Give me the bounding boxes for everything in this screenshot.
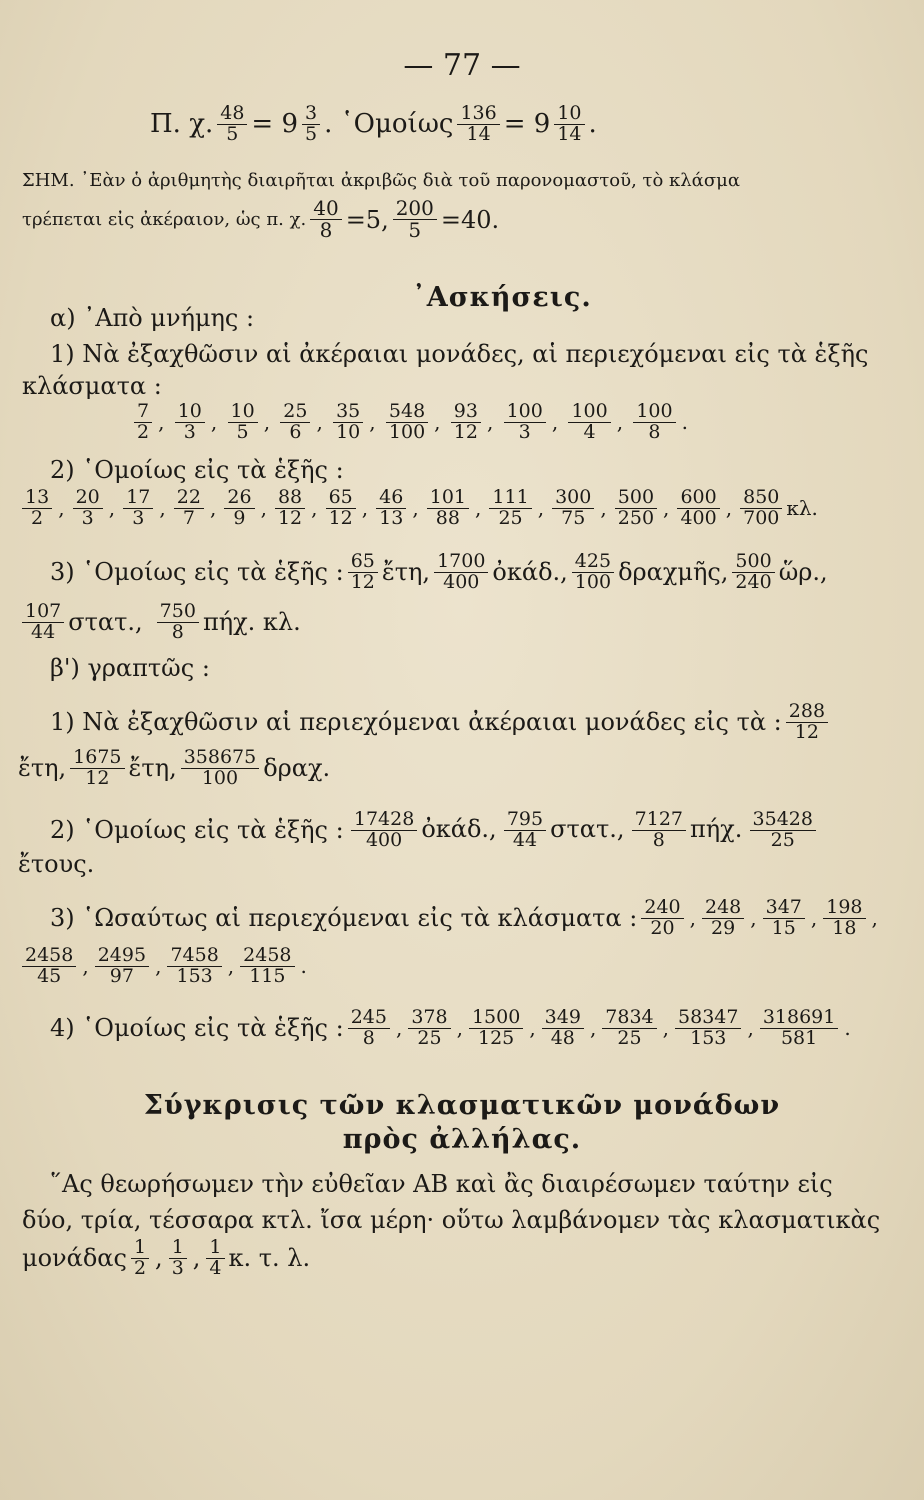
separator: , — [589, 1016, 597, 1041]
separator: , — [58, 496, 65, 521]
fraction: $\frac{20}{3}$ — [73, 488, 103, 529]
fraction: $\frac{46}{13}$ — [376, 488, 406, 529]
page-number: — 77 — — [403, 48, 521, 83]
fraction: $\frac{25}{6}$ — [280, 402, 310, 443]
separator: , — [434, 410, 441, 435]
exercise-a3-line2 — [18, 602, 301, 643]
unit-text: πήχ. — [690, 814, 743, 843]
equals-text: =40. — [440, 205, 500, 234]
exercise-b2-line1 — [50, 810, 820, 851]
fraction: $\frac{850}{700}$ — [740, 488, 782, 529]
exercise-a3-line1 — [50, 552, 828, 593]
fraction: $\frac{22}{7}$ — [174, 488, 204, 529]
fraction: $\frac{248}{29}$ — [702, 898, 744, 939]
b1-lead: 1) Νὰ ἐξαχθῶσιν αἱ περιεχόμεναι ἀκέραιαι μονάδες εἰς τὰ : — [50, 708, 782, 737]
fraction: $\frac{500}{250}$ — [615, 488, 657, 529]
fraction: $\frac{10}{3}$ — [175, 402, 205, 443]
section-a-heading: α) ᾿Απὸ μνήμης : — [50, 304, 255, 332]
separator: , — [263, 410, 271, 435]
fraction: $\frac{750}{8}$ — [157, 602, 199, 643]
unit-text: ὥρ., — [778, 558, 828, 587]
fraction: $\frac{111}{25}$ — [489, 488, 531, 529]
fraction: $\frac{7458}{153}$ — [167, 946, 221, 987]
unit-text: ὀκάδ., — [492, 558, 568, 587]
separator: , — [537, 496, 545, 521]
fraction: $\frac{240}{20}$ — [641, 898, 683, 939]
exercise-a1-line1: 1) Νὰ ἐξαχθῶσιν αἱ ἀκέραιαι μονάδες, αἱ περιεχόμεναι εἰς τὰ ἑξῆς — [50, 340, 869, 368]
fraction: $\frac{1500}{125}$ — [469, 1008, 523, 1049]
separator: , — [551, 410, 559, 435]
fraction: $\frac{318691}{581}$ — [760, 1008, 839, 1049]
body-line-1: ῞Ας θεωρήσωμεν τὴν εὐθεῖαν ΑΒ καὶ ἂς διαιρέσωμεν ταύτην εἰς — [50, 1170, 833, 1198]
exercises-title: ᾿Ασκήσεις. — [412, 282, 592, 313]
separator: , — [316, 410, 323, 435]
separator: , — [209, 496, 217, 521]
fraction: $\frac{101}{88}$ — [427, 488, 469, 529]
body-line-2: δύο, τρία, τέσσαρα κτλ. ἴσα μέρη· οὕτω λαμβάνομεν τὰς κλασματικὰς — [22, 1206, 881, 1234]
fraction: $\frac{1}{2}$ — [131, 1238, 149, 1279]
a2-fraction-list — [18, 488, 818, 529]
fraction: $\frac{58347}{153}$ — [675, 1008, 741, 1049]
separator: , — [159, 496, 166, 521]
fraction: $\frac{10}{14}$ — [554, 104, 584, 145]
b3-lead: 3) ῾Ωσαύτως αἱ περιεχόμεναι εἰς τὰ κλάσματα : — [50, 904, 638, 933]
equals-text: = 9 — [503, 109, 551, 140]
equals-text: =5, — [345, 205, 389, 234]
fraction: $\frac{100}{8}$ — [633, 402, 675, 443]
fraction: $\frac{7834}{25}$ — [602, 1008, 656, 1049]
note-line-1: ΣΗΜ. ᾿Εὰν ὁ ἀριθμητὴς διαιρῆται ἀκριβῶς διὰ τοῦ παρονομαστοῦ, τὸ κλάσμα — [22, 170, 740, 191]
fraction: $\frac{13}{2}$ — [22, 488, 52, 529]
example-line — [150, 104, 597, 145]
fraction: $\frac{1700}{400}$ — [434, 552, 488, 593]
separator: , — [395, 1016, 403, 1041]
b4-lead: 4) ῾Ομοίως εἰς τὰ ἑξῆς : — [50, 1014, 344, 1043]
etc-text: κ. τ. λ. — [228, 1244, 311, 1273]
separator: . — [300, 954, 307, 979]
separator: , — [412, 496, 419, 521]
separator: , — [311, 496, 318, 521]
a3-lead: 3) ῾Ομοίως εἰς τὰ ἑξῆς : — [50, 558, 344, 587]
separator: , — [82, 954, 89, 979]
separator: , — [260, 496, 267, 521]
fraction: $\frac{2495}{97}$ — [95, 946, 149, 987]
b2-lead: 2) ῾Ομοίως εἰς τὰ ἑξῆς : — [50, 816, 344, 845]
separator: , — [158, 410, 165, 435]
fraction: $\frac{1675}{12}$ — [70, 748, 124, 789]
fraction: $\frac{65}{12}$ — [326, 488, 356, 529]
fraction: $\frac{48}{5}$ — [217, 104, 247, 145]
separator: , — [475, 496, 482, 521]
unit-text: δραχμῆς, — [618, 558, 729, 587]
exercise-b2-line2: ἔτους. — [18, 850, 95, 878]
body-lead: μονάδας — [22, 1244, 127, 1273]
equals-text: = 9 — [251, 109, 299, 140]
section-title-line2: πρὸς ἀλλήλας. — [342, 1124, 582, 1155]
separator: , — [210, 410, 218, 435]
fraction: $\frac{3}{5}$ — [302, 104, 320, 145]
unit-text: ὀκάδ., — [421, 814, 497, 843]
fraction: $\frac{17428}{400}$ — [351, 810, 417, 851]
fraction: $\frac{378}{25}$ — [408, 1008, 450, 1049]
fraction: $\frac{88}{12}$ — [275, 488, 305, 529]
separator: , — [155, 954, 162, 979]
exercise-b4-line — [50, 1008, 853, 1049]
unit-text: ἔτη, — [18, 754, 67, 783]
unit-text: ἔτη, — [381, 558, 431, 587]
fraction: $\frac{65}{12}$ — [348, 552, 378, 593]
fraction: $\frac{100}{4}$ — [568, 402, 610, 443]
unit-text: στατ., — [550, 814, 625, 843]
fraction: $\frac{2458}{115}$ — [240, 946, 294, 987]
etc-text: κλ. — [786, 496, 818, 521]
fraction: $\frac{795}{44}$ — [504, 810, 546, 851]
separator: , — [456, 1016, 463, 1041]
fraction: $\frac{200}{5}$ — [393, 198, 437, 241]
unit-text: δραχ. — [263, 754, 331, 783]
separator: . — [844, 1016, 851, 1041]
separator: , — [361, 496, 369, 521]
fraction: $\frac{107}{44}$ — [22, 602, 64, 643]
fraction: $\frac{2458}{45}$ — [22, 946, 76, 987]
fraction: $\frac{17}{3}$ — [123, 488, 153, 529]
fraction: $\frac{1}{3}$ — [169, 1238, 187, 1279]
fraction: $\frac{7127}{8}$ — [632, 810, 686, 851]
example-similarly: . ῾Ομοίως — [324, 109, 454, 140]
separator: , — [810, 906, 818, 931]
separator: . — [681, 410, 688, 435]
body-line-3: μονάδας $\frac{1}{2}$ , $\frac{1}{3}$ , $\frac{1}{4}$ κ. τ. λ. — [22, 1236, 311, 1279]
separator: , — [486, 410, 494, 435]
fraction: $\frac{300}{75}$ — [552, 488, 594, 529]
separator: , — [725, 496, 733, 521]
fraction: $\frac{26}{9}$ — [224, 488, 254, 529]
separator: , — [369, 410, 376, 435]
unit-text: ἔτη, — [128, 754, 177, 783]
fraction: $\frac{500}{240}$ — [732, 552, 774, 593]
fraction: $\frac{349}{48}$ — [542, 1008, 584, 1049]
separator: , — [600, 496, 607, 521]
fraction: $\frac{100}{3}$ — [504, 402, 546, 443]
fraction: $\frac{198}{18}$ — [823, 898, 865, 939]
note-lead: τρέπεται εἰς ἀκέραιον, ὡς π. χ. — [22, 209, 307, 230]
fraction: $\frac{35}{10}$ — [333, 402, 363, 443]
separator: , — [108, 496, 116, 521]
separator: , — [663, 496, 670, 521]
fraction: $\frac{10}{5}$ — [228, 402, 258, 443]
fraction: $\frac{347}{15}$ — [763, 898, 805, 939]
note-line-2 — [22, 198, 499, 241]
fraction: $\frac{136}{14}$ — [457, 104, 499, 145]
fraction: $\frac{1}{4}$ — [206, 1238, 224, 1279]
fraction: $\frac{288}{12}$ — [786, 702, 828, 743]
fraction: $\frac{600}{400}$ — [677, 488, 719, 529]
fraction: $\frac{548}{100}$ — [386, 402, 428, 443]
period: . — [588, 109, 597, 140]
example-lead: Π. χ. — [150, 109, 214, 140]
a1-fraction-list — [130, 402, 690, 443]
fraction: $\frac{425}{100}$ — [572, 552, 614, 593]
fraction: $\frac{358675}{100}$ — [181, 748, 260, 789]
separator: , — [227, 954, 235, 979]
section-b-heading: β') γραπτῶς : — [50, 654, 210, 682]
exercise-b3-line1 — [50, 898, 880, 939]
unit-text: πήχ. κλ. — [202, 608, 301, 637]
fraction: $\frac{40}{8}$ — [310, 198, 341, 241]
separator: , — [689, 906, 696, 931]
exercise-b3-line2 — [18, 946, 309, 987]
separator: , — [747, 1016, 754, 1041]
exercise-a1-line2: κλάσματα : — [22, 372, 162, 400]
fraction: $\frac{245}{8}$ — [348, 1008, 390, 1049]
separator: , — [750, 906, 757, 931]
exercise-a2-heading: 2) ῾Ομοίως εἰς τὰ ἑξῆς : — [50, 456, 344, 484]
separator: , — [662, 1016, 670, 1041]
exercise-b1-line2 — [18, 748, 330, 789]
unit-text: στατ., — [68, 608, 143, 637]
fraction: $\frac{35428}{25}$ — [750, 810, 816, 851]
section-title-line1: Σύγκρισις τῶν κλασματικῶν μονάδων — [143, 1090, 781, 1121]
exercise-b1-line1 — [50, 702, 830, 743]
separator: , — [529, 1016, 536, 1041]
fraction: $\frac{93}{12}$ — [451, 402, 481, 443]
separator: , — [616, 410, 624, 435]
separator: , — [871, 906, 878, 931]
fraction: $\frac{7}{2}$ — [134, 402, 152, 443]
